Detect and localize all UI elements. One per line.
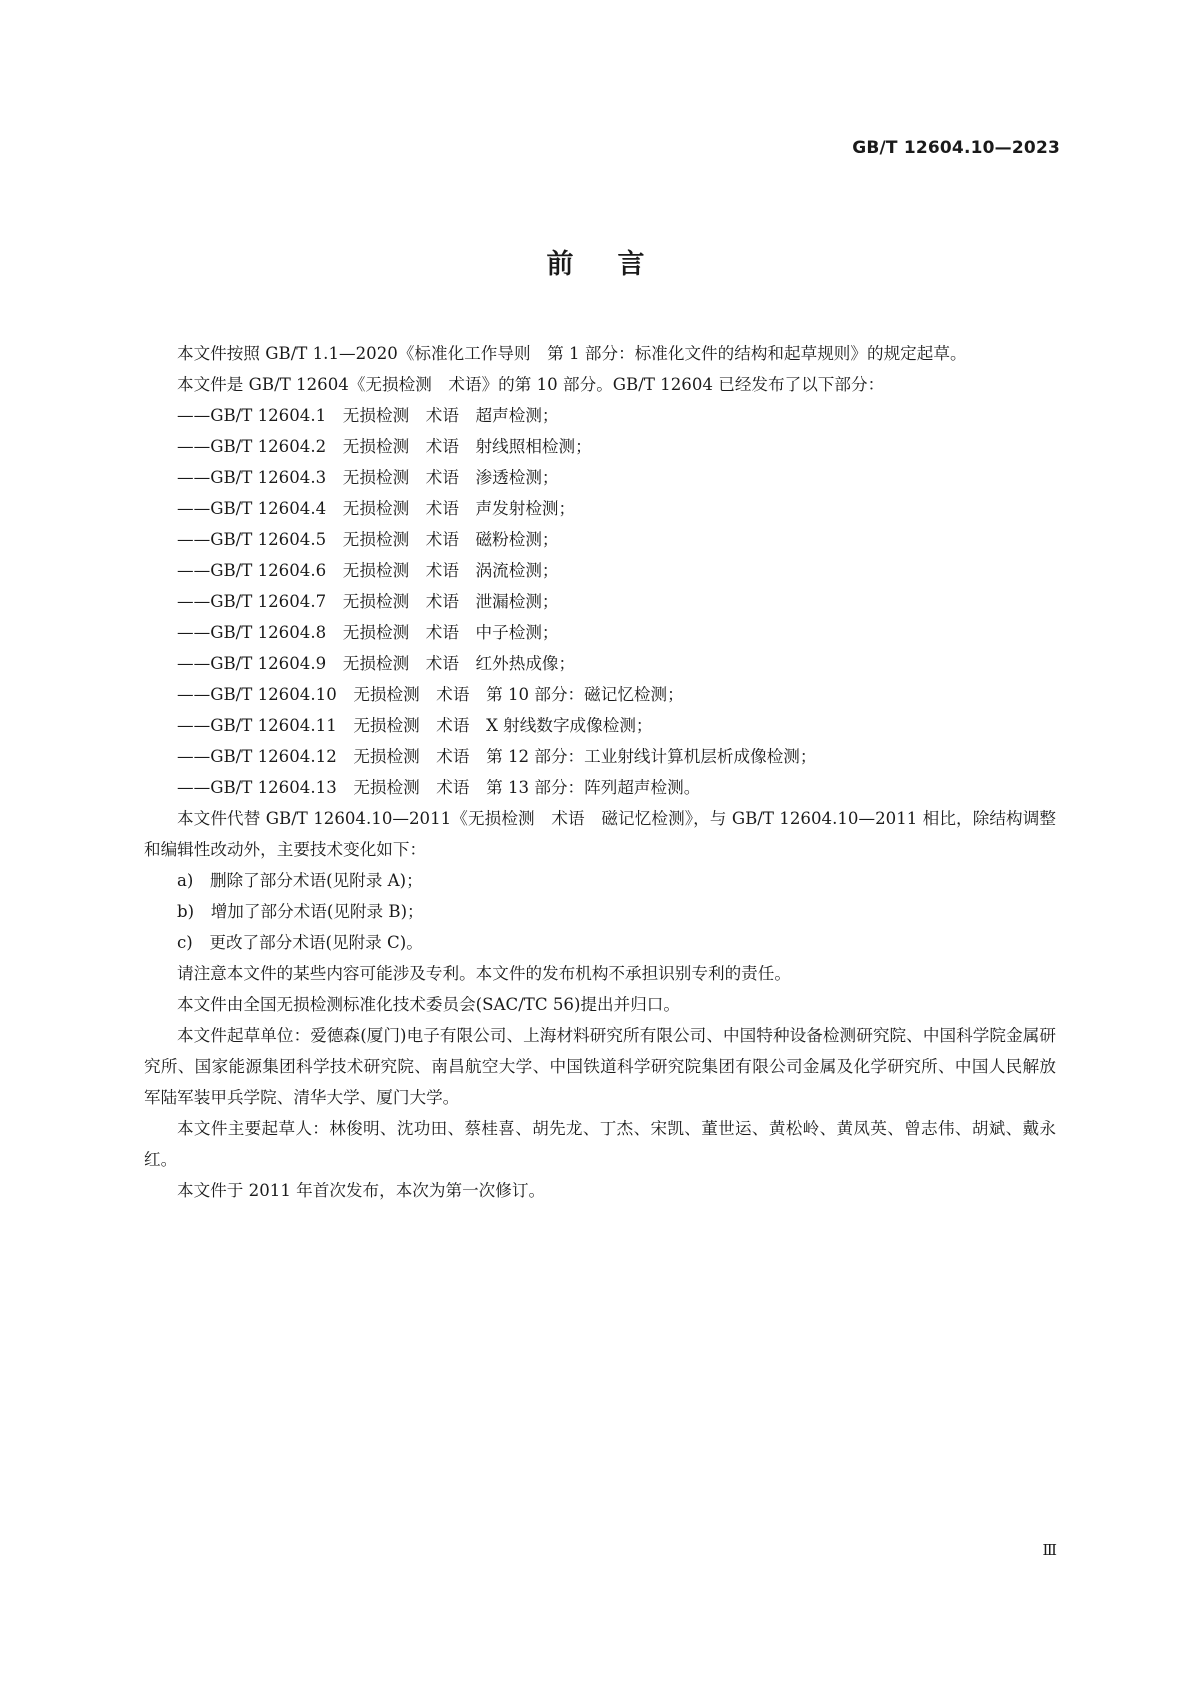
list-item: ——GB/T 12604.5 无损检测 术语 磁粉检测； — [177, 530, 559, 549]
published-parts-list — [144, 400, 1056, 803]
list-item: ——GB/T 12604.3 无损检测 术语 渗透检测； — [177, 468, 559, 487]
list-item: ——GB/T 12604.6 无损检测 术语 涡流检测； — [177, 561, 559, 580]
list-item: b) 增加了部分术语(见附录 B)； — [177, 902, 424, 921]
list-item: ——GB/T 12604.11 无损检测 术语 X 射线数字成像检测； — [177, 716, 653, 735]
list-item: ——GB/T 12604.1 无损检测 术语 超声检测； — [177, 406, 559, 425]
list-item: ——GB/T 12604.10 无损检测 术语 第 10 部分：磁记忆检测； — [177, 685, 684, 704]
list-item: ——GB/T 12604.7 无损检测 术语 泄漏检测； — [177, 592, 559, 611]
foreword-body — [144, 338, 1056, 1206]
list-item: ——GB/T 12604.4 无损检测 术语 声发射检测； — [177, 499, 576, 518]
standard-code: GB/T 12604.10—2023 — [852, 138, 1060, 158]
list-item: ——GB/T 12604.8 无损检测 术语 中子检测； — [177, 623, 559, 642]
list-item: c) 更改了部分术语(见附录 C)。 — [177, 933, 423, 952]
paragraph-patent-notice: 请注意本文件的某些内容可能涉及专利。本文件的发布机构不承担识别专利的责任。 — [177, 964, 791, 983]
list-item: ——GB/T 12604.13 无损检测 术语 第 13 部分：阵列超声检测。 — [177, 778, 701, 797]
paragraph-drafters: 本文件主要起草人：林俊明、沈功田、蔡桂喜、胡先龙、丁杰、宋凯、董世运、黄松岭、黄凤英、曾志伟、胡斌、戴永红。 — [144, 1119, 1056, 1169]
list-item: ——GB/T 12604.2 无损检测 术语 射线照相检测； — [177, 437, 592, 456]
paragraph-drafting-units: 本文件起草单位：爱德森(厦门)电子有限公司、上海材料研究所有限公司、中国特种设备检测研究院、中国科学院金属研究所、国家能源集团科学技术研究院、南昌航空大学、中国铁道科学研究院集团有限公司金属及化学研究所、中国人民解放军陆军装甲兵学院、清华大学、厦门大学。 — [144, 1026, 1056, 1107]
page-number: Ⅲ — [1042, 1541, 1057, 1559]
paragraph-series-intro: 本文件是 GB/T 12604《无损检测 术语》的第 10 部分。GB/T 12604 已经发布了以下部分： — [177, 375, 885, 394]
list-item: a) 删除了部分术语(见附录 A)； — [177, 871, 423, 890]
paragraph-drafting-rules: 本文件按照 GB/T 1.1—2020《标准化工作导则 第 1 部分：标准化文件的结构和起草规则》的规定起草。 — [177, 344, 967, 363]
list-item: ——GB/T 12604.9 无损检测 术语 红外热成像； — [177, 654, 576, 673]
list-item: ——GB/T 12604.12 无损检测 术语 第 12 部分：工业射线计算机层析成像检测； — [177, 747, 817, 766]
paragraph-history: 本文件于 2011 年首次发布，本次为第一次修订。 — [177, 1181, 546, 1200]
technical-changes-list — [144, 865, 1056, 958]
page-title: 前言 — [546, 249, 689, 280]
paragraph-replacement: 本文件代替 GB/T 12604.10—2011《无损检测 术语 磁记忆检测》，与 GB/T 12604.10—2011 相比，除结构调整和编辑性改动外，主要技术变化如下： — [144, 809, 1056, 859]
paragraph-committee: 本文件由全国无损检测标准化技术委员会(SAC/TC 56)提出并归口。 — [177, 995, 680, 1014]
